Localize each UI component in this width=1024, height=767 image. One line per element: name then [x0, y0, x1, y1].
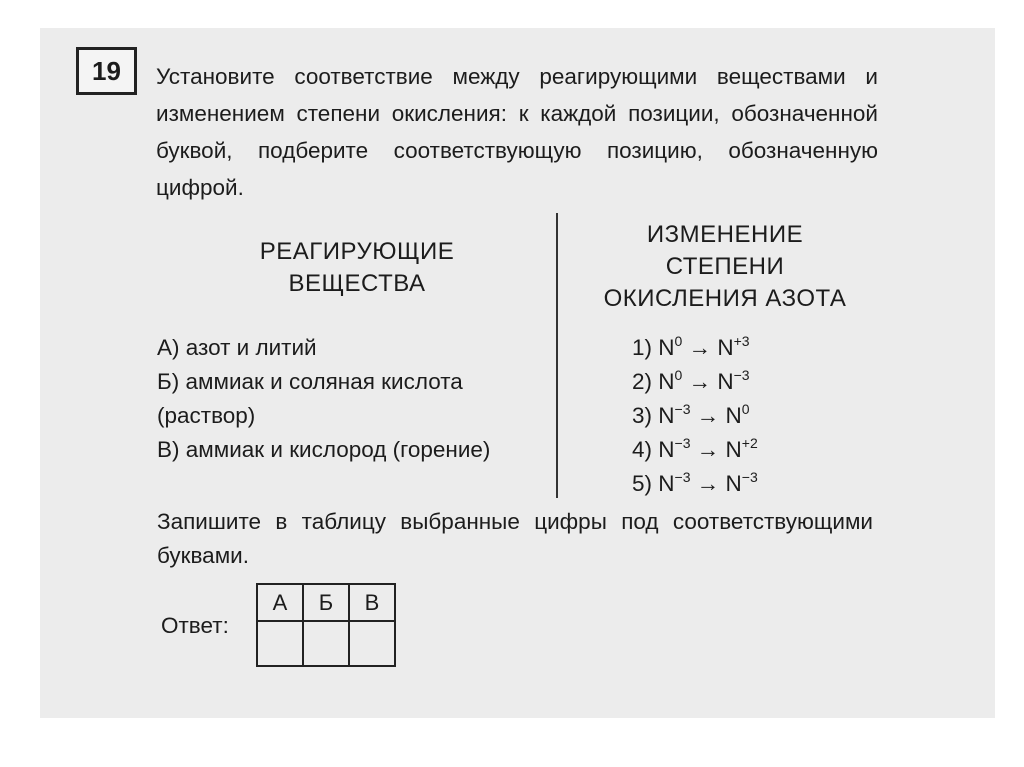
oxidation-option-2: 2) $N^0 \to N^{-3}$ [632, 367, 750, 394]
answer-letter-a: А [257, 584, 303, 621]
right-header-line: ОКИСЛЕНИЯ АЗОТА [603, 285, 847, 312]
answer-cell-v[interactable] [349, 621, 395, 666]
oxidation-option-1: 1) $N^0 \to N^{+3}$ [632, 333, 750, 360]
answer-values-row [257, 621, 395, 666]
right-column-header [580, 219, 870, 315]
oxidation-option-3: 3) $N^{-3} \to N^0$ [632, 401, 750, 428]
oxidation-options-list [632, 331, 832, 501]
answer-cell-a[interactable] [257, 621, 303, 666]
task-number-box: 19 [76, 47, 137, 95]
left-header-line: РЕАГИРУЮЩИЕ [259, 238, 455, 265]
arrow-icon: → [696, 437, 720, 462]
reactant-item-a: А) азот и литий [157, 335, 317, 360]
arrow-icon: → [688, 369, 712, 394]
answer-cell-b[interactable] [303, 621, 349, 666]
right-header-line: СТЕПЕНИ [665, 253, 785, 280]
oxidation-option-4: 4) $N^{-3} \to N^{+2}$ [632, 435, 758, 462]
arrow-icon: → [696, 403, 720, 428]
answer-instruction: Запишите в таблицу выбранные цифры под соответствующими буквами. [157, 509, 873, 568]
answer-letters-row [257, 584, 395, 621]
task-prompt: Установите соответствие между реагирующими веществами и изменением степени окисления: к каждой позиции, обозначенной буквой, подберите соответствующую позицию, обозначенную цифрой. [156, 64, 878, 200]
reactant-item-b: Б) аммиак и соляная кислота (раствор) [157, 369, 463, 428]
arrow-icon: → [688, 335, 712, 360]
column-divider [556, 213, 558, 498]
right-header-line: ИЗМЕНЕНИЕ [646, 221, 804, 248]
answer-table [256, 583, 396, 667]
left-header-line: ВЕЩЕСТВА [288, 270, 426, 297]
reactants-list [157, 331, 545, 467]
oxidation-option-5: 5) $N^{-3} \to N^{-3}$ [632, 469, 758, 496]
answer-letter-b: Б [303, 584, 349, 621]
reactant-item-v: В) аммиак и кислород (горение) [157, 437, 491, 462]
answer-letter-v: В [349, 584, 395, 621]
answer-label: Ответ: [161, 613, 229, 638]
left-column-header [226, 236, 488, 300]
arrow-icon: → [696, 471, 720, 496]
